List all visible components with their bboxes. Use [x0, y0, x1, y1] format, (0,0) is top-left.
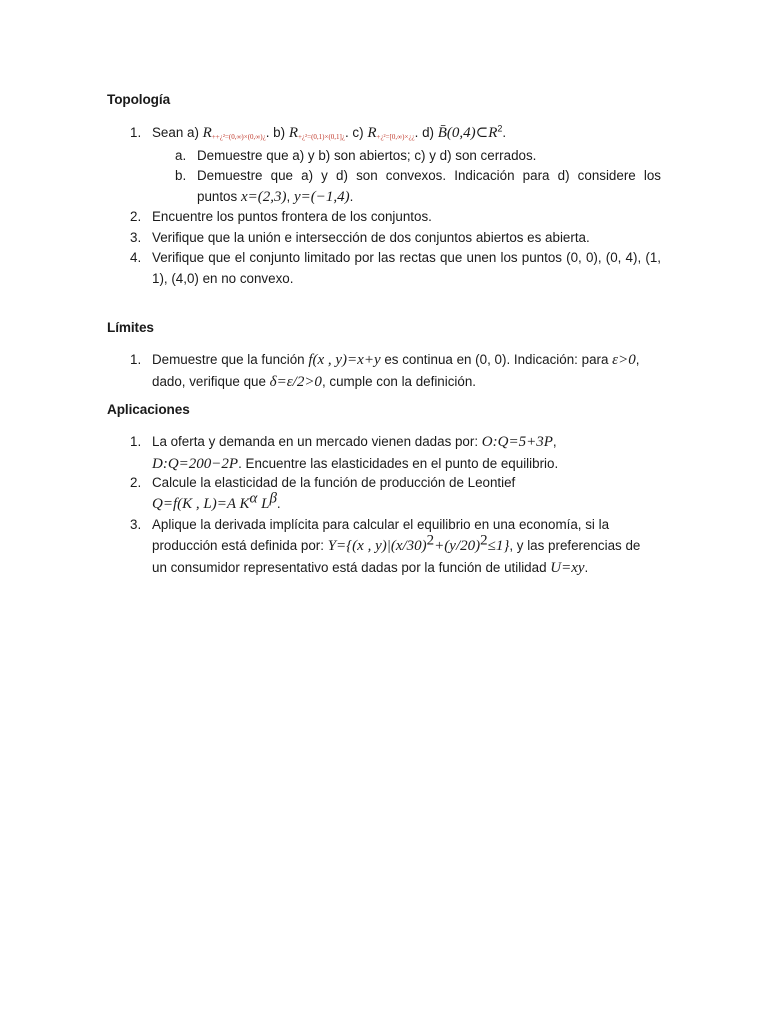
- punctuation: .: [584, 560, 589, 575]
- item-number: 1.: [130, 125, 142, 140]
- math-supply: O:Q=5+3P: [481, 434, 553, 450]
- punctuation: ,: [552, 434, 557, 449]
- text-fragment: Demuestre que la función: [152, 352, 305, 367]
- math-epsilon: ε>0: [612, 352, 636, 368]
- item-line-1: [152, 431, 661, 453]
- text-fragment: dado, verifique que: [152, 374, 266, 389]
- item-line-2: [152, 490, 661, 515]
- item-line-1: [152, 349, 661, 371]
- item-line-3: [152, 557, 661, 579]
- item-line-1: Aplique la derivada implícita para calcular el equilibrio en una economía, si la: [152, 517, 610, 532]
- math-point-x: x=(2,3): [240, 189, 287, 205]
- punctuation: .: [502, 125, 507, 140]
- item-line-1: Calcule la elasticidad de la función de producción de Leontief: [152, 475, 516, 490]
- item-b-lead: . b): [265, 125, 286, 140]
- math-set-d-exponent: 2: [497, 123, 503, 134]
- text-fragment: . Encuentre las elasticidades en el punto de equilibrio.: [238, 456, 559, 471]
- math-exponent-beta: β: [269, 490, 277, 507]
- aplicaciones-item-3: [130, 514, 661, 579]
- text-fragment: , y las preferencias de: [509, 538, 641, 553]
- section-title-topologia: Topología: [107, 92, 171, 107]
- section-title-aplicaciones: Aplicaciones: [107, 402, 190, 417]
- topologia-item-4: [130, 247, 661, 289]
- math-leontief-l: L: [261, 496, 270, 512]
- topologia-item-3: [130, 227, 661, 248]
- math-set-d: B̄(0,4)⊂R: [437, 125, 498, 141]
- punctuation: ,: [286, 189, 291, 204]
- math-production-set-mid: +(y/20): [434, 538, 481, 554]
- text-fragment: un consumidor representativo está dadas por la función de utilidad: [152, 560, 547, 575]
- item-text: Verifique que la unión e intersección de dos conjuntos abiertos es abierta.: [152, 230, 590, 245]
- math-utility: U=xy: [550, 560, 585, 576]
- item-number: 2.: [130, 209, 142, 224]
- subitem-line-1: Demuestre que a) y d) son convexos. Indicación para d) considere los: [197, 168, 661, 183]
- item-line-2: [152, 532, 661, 557]
- math-demand: D:Q=200−2P: [152, 456, 239, 472]
- text-fragment: es continua en (0, 0). Indicación: para: [384, 352, 609, 367]
- punctuation: ,: [635, 352, 640, 367]
- math-exponent: 2: [426, 532, 435, 549]
- math-set-b: R: [288, 125, 298, 141]
- item-number: 2.: [130, 475, 142, 490]
- item-text: Encuentre los puntos frontera de los conjuntos.: [152, 209, 432, 224]
- aplicaciones-item-1: [130, 431, 661, 475]
- math-point-y: y=(−1,4): [293, 189, 350, 205]
- item-number: 1.: [130, 434, 142, 449]
- math-delta: δ=ε/2>0: [269, 374, 322, 390]
- punctuation: .: [349, 189, 354, 204]
- subitem-letter: a.: [175, 148, 187, 163]
- limites-item-1: [130, 349, 661, 393]
- item-d-lead: . d): [414, 125, 435, 140]
- math-set-c: R: [367, 125, 377, 141]
- item-body: [152, 349, 661, 393]
- punctuation: .: [276, 496, 281, 511]
- math-set-c-subscript: +¿²=[0,∞)×¿¿: [376, 133, 415, 141]
- item-line-2: [152, 371, 661, 393]
- item-lead: Sean a): [152, 125, 199, 140]
- subitem-letter: b.: [175, 168, 187, 183]
- math-exponent: 2: [480, 532, 488, 549]
- math-set-a-subscript: ++¿²=(0,∞)×(0,∞)¿: [211, 133, 266, 141]
- text-fragment: puntos: [197, 189, 238, 204]
- topologia-item-2: [130, 206, 661, 227]
- text-fragment: , cumple con la definición.: [321, 374, 477, 389]
- topologia-subitem-a: [175, 145, 661, 166]
- aplicaciones-item-2: [130, 472, 661, 515]
- math-function: f(x , y)=x+y: [308, 352, 381, 368]
- item-number: 3.: [130, 517, 142, 532]
- topologia-subitem-b: [175, 165, 661, 208]
- item-c-lead: . c): [344, 125, 364, 140]
- item-body: [152, 514, 661, 579]
- subitem-line-2: [197, 186, 661, 208]
- item-number: 3.: [130, 230, 142, 245]
- text-fragment: La oferta y demanda en un mercado vienen dadas por:: [152, 434, 479, 449]
- math-production-set-end: ≤1}: [487, 538, 510, 554]
- item-body: [152, 472, 661, 515]
- math-set-b-subscript: +¿²=(0,1)×(0,1]¿: [298, 133, 345, 141]
- subitem-text: Demuestre que a) y b) son abiertos; c) y d) son cerrados.: [197, 148, 537, 163]
- item-text: Verifique que el conjunto limitado por las rectas que unen los puntos (0, 0), (0, 4), (1, 1), (4,0) en no convexo.: [152, 250, 661, 286]
- math-production-set: Y={(x , y)|(x/30): [327, 538, 427, 554]
- item-number: 4.: [130, 250, 142, 265]
- math-exponent-alpha: α: [249, 490, 258, 507]
- math-set-a: R: [202, 125, 212, 141]
- text-fragment: producción está definida por:: [152, 538, 324, 553]
- item-body: [152, 431, 661, 475]
- section-title-limites: Límites: [107, 320, 154, 335]
- math-leontief: Q=f(K , L)=A K: [152, 496, 250, 512]
- item-number: 1.: [130, 352, 142, 367]
- subitem-body: [197, 165, 661, 208]
